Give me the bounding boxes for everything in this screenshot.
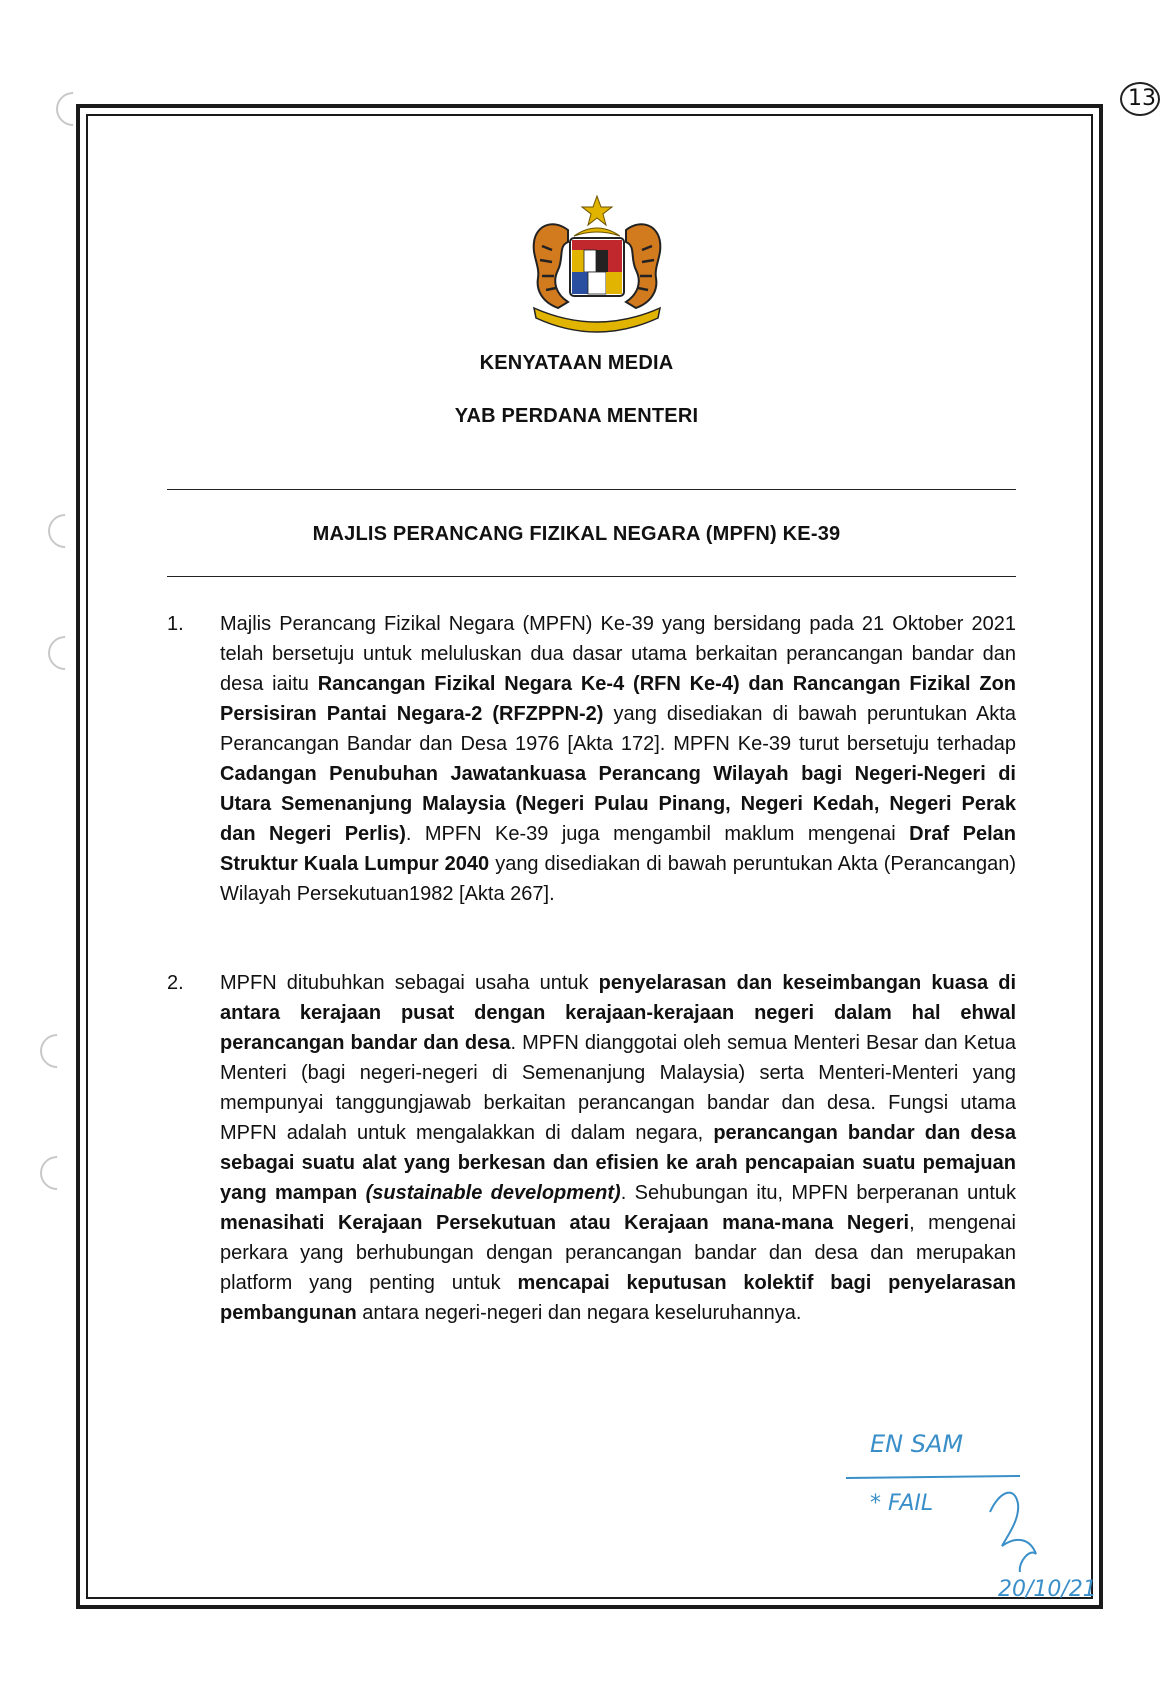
rule-bottom — [167, 576, 1016, 577]
crest-ribbon — [534, 308, 660, 332]
text-run: mencapai keputusan kolektif bagi penyelarasan pembangunan — [220, 1272, 1016, 1324]
handwritten-annotation — [840, 1420, 1100, 1620]
annotation-date: 20/10/21 — [998, 1577, 1097, 1602]
coat-of-arms-icon — [512, 190, 682, 340]
text-run: penyelarasan dan keseimbangan kuasa di antara kerajaan pusat dengan kerajaan-kerajaan negeri dalam hal ehwal perancangan bandar dan desa — [220, 972, 1017, 1054]
text-run: yang disediakan di bawah peruntukan Akta Perancangan Bandar dan Desa 1976 [Akta 172]. MPFN Ke-39 turut bersetuju terhadap — [220, 703, 1016, 755]
text-run: menasihati Kerajaan Persekutuan atau Kerajaan mana-mana Negeri — [220, 1212, 910, 1234]
text-run: Cadangan Penubuhan Jawatankuasa Perancang Wilayah bagi Negeri-Negeri di Utara Semenanjung Malaysia (Negeri Pulau Pinang, Negeri Kedah, Negeri Perak dan Negeri Perlis) — [220, 763, 1016, 845]
annotation-line-1: EN SAM — [870, 1430, 964, 1458]
heading-line-2: YAB PERDANA MENTERI — [454, 405, 699, 427]
text-run: Draf Pelan Struktur Kuala Lumpur 2040 — [220, 823, 1017, 875]
text-run: (sustainable development) — [365, 1182, 621, 1204]
text-run: . MPFN dianggotai oleh semua Menteri Besar dan Ketua Menteri (bagi negeri-negeri di Semenanjung Malaysia) serta Menteri-Menteri yang mempunyai tanggungjawab berkaitan perancangan bandar dan desa. Fungsi utama MPFN adalah untuk mengalakkan di dalam negara, — [220, 1032, 1016, 1144]
paragraph-2-body — [220, 968, 1016, 1328]
crest-tiger-left — [534, 224, 568, 308]
text-run: Rancangan Fizikal Negara Ke-4 (RFN Ke-4) dan Rancangan Fizikal Zon Persisiran Pantai Negara-2 (RFZPPN-2) — [220, 673, 1016, 725]
text-run: . MPFN Ke-39 juga mengambil maklum mengenai — [405, 823, 910, 845]
annotation-line-2: * FAIL — [870, 1491, 934, 1516]
paragraph-2 — [167, 968, 1016, 1328]
crest-tiger-right — [626, 224, 660, 308]
binder-hole-4 — [33, 1027, 81, 1075]
text-run: antara negeri-negeri dan negara keseluruhannya. — [356, 1302, 802, 1324]
text-run: . Sehubungan itu, MPFN berperanan untuk — [620, 1182, 1017, 1204]
paragraph-1-body — [220, 609, 1016, 909]
text-run: MPFN ditubuhkan sebagai usaha untuk — [220, 972, 599, 994]
binder-hole-5 — [33, 1149, 81, 1197]
crest-star — [582, 196, 612, 225]
text-run: , mengenai perkara yang berhubungan dengan perancangan bandar dan desa dan merupakan platform yang penting untuk — [220, 1212, 1016, 1294]
signature-icon — [990, 1493, 1036, 1572]
heading-line-1: KENYATAAN MEDIA — [479, 352, 674, 374]
rule-top — [167, 489, 1016, 490]
paragraph-1-number: 1. — [167, 613, 184, 635]
page-number: 13 — [1120, 82, 1160, 116]
text-run: perancangan bandar dan desa sebagai suatu alat yang berkesan dan efisien ke arah pencapaian suatu pemajuan yang mampan — [220, 1122, 1016, 1204]
paragraph-1 — [167, 609, 1016, 909]
text-run: yang disediakan di bawah peruntukan Akta (Perancangan) Wilayah Persekutuan1982 [Akta 267]. — [220, 853, 1016, 905]
text-run: Majlis Perancang Fizikal Negara (MPFN) Ke-39 yang bersidang pada 21 Oktober 2021 telah bersetuju untuk meluluskan dua dasar utama berkaitan perancangan bandar dan desa iaitu — [220, 613, 1016, 695]
paragraph-2-number: 2. — [167, 972, 184, 994]
subject-title: MAJLIS PERANCANG FIZIKAL NEGARA (MPFN) KE-39 — [312, 523, 841, 545]
crest-crescent — [574, 228, 620, 236]
